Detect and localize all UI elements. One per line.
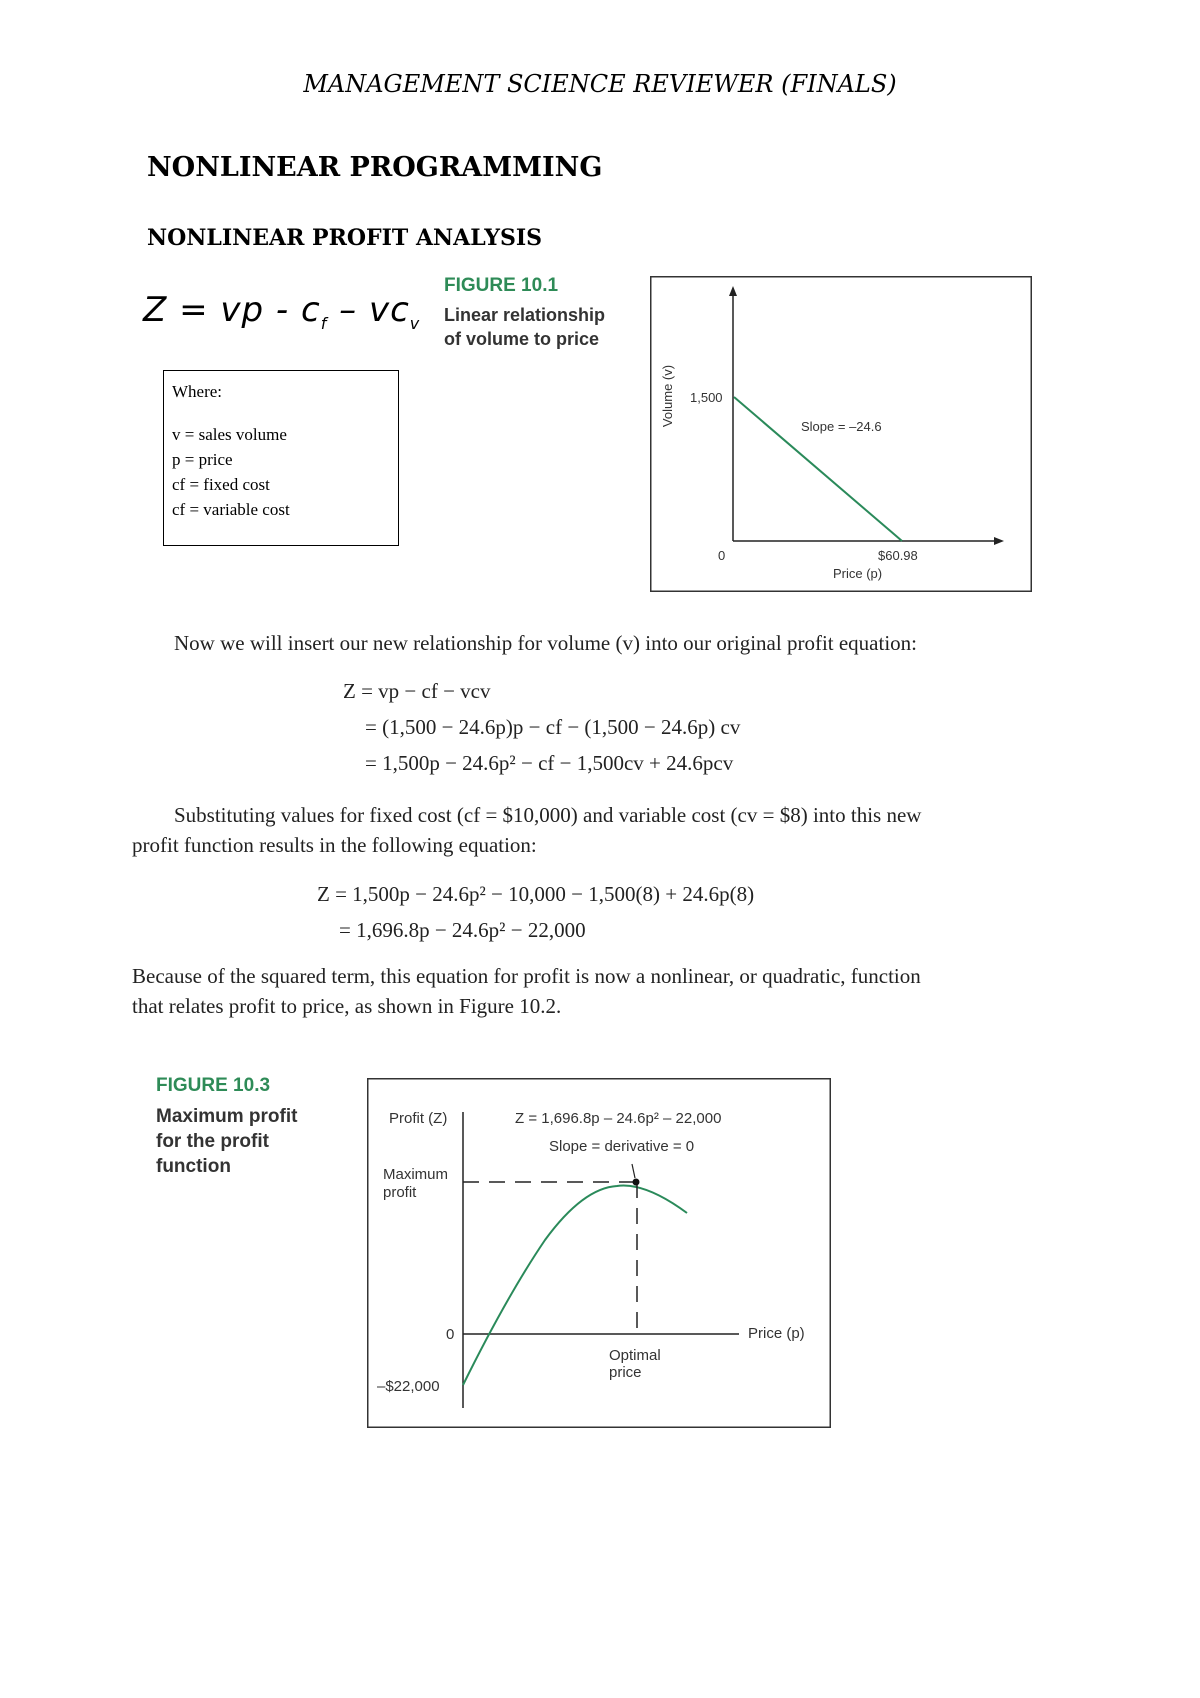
figure-3-slope-note: Slope = derivative = 0 — [549, 1138, 695, 1155]
figure-3-chart — [367, 1078, 831, 1428]
equation-line: Z = 1,500p − 24.6p² − 10,000 − 1,500(8) + 24.6p(8) — [317, 882, 755, 906]
paragraph-2-line-2: profit function results in the following equation: — [132, 833, 537, 857]
figure-1-x-arrow — [994, 537, 1004, 545]
figure-1-y-arrow — [729, 286, 737, 296]
formula-part-1: Z = vp - c — [143, 290, 321, 330]
figure-1-slope-label: Slope = –24.6 — [801, 419, 882, 434]
figure-1-chart — [650, 276, 1032, 592]
paragraph-1: Now we will insert our new relationship for volume (v) into our original profit equation: — [174, 631, 918, 655]
figure-3-caption-line-1: Maximum profit — [156, 1106, 298, 1127]
where-item: v = sales volume — [172, 425, 287, 444]
figure-3-zero: 0 — [446, 1326, 455, 1343]
figure-3-equation: Z = 1,696.8p – 24.6p² – 22,000 — [515, 1110, 722, 1127]
where-item: cf = variable cost — [172, 500, 290, 519]
equation-line: Z = vp − cf − vcv — [343, 679, 491, 703]
equation-line: = 1,500p − 24.6p² − cf − 1,500cv + 24.6pcv — [365, 751, 734, 775]
figure-3-x-axis-label: Price (p) — [748, 1325, 805, 1342]
paragraph-3-line-2: that relates profit to price, as shown in Figure 10.2. — [132, 994, 562, 1018]
paragraph-2-line-1: Substituting values for fixed cost (cf = $10,000) and variable cost (cv = $8) into this new — [174, 803, 922, 827]
figure-3-caption-line-3: function — [156, 1156, 231, 1177]
section-subtitle: NONLINEAR PROFIT ANALYSIS — [147, 225, 543, 251]
equation-line: = 1,696.8p − 24.6p² − 22,000 — [339, 918, 586, 942]
figure-1-caption — [444, 303, 605, 351]
profit-formula — [143, 290, 420, 333]
figure-1-x-axis-label: Price (p) — [833, 566, 883, 581]
formula-sub-v: v — [409, 313, 421, 333]
figure-3-max-label-1: Maximum — [383, 1166, 449, 1183]
formula-part-2: – vc — [327, 290, 410, 330]
figure-1-y-axis-label: Volume (v) — [660, 364, 675, 428]
figure-1-x-tick: $60.98 — [878, 548, 918, 563]
figure-3-frame — [368, 1079, 831, 1428]
figure-3-neg-intercept: –$22,000 — [377, 1378, 440, 1395]
equation-block-2 — [317, 876, 754, 948]
figure-3-max-label-2: profit — [383, 1184, 417, 1201]
figure-1-caption-line-2: of volume to price — [444, 329, 600, 349]
where-box — [163, 370, 399, 546]
section-title: NONLINEAR PROGRAMMING — [147, 152, 603, 183]
figure-3-optimal-1: Optimal — [609, 1347, 661, 1364]
figure-3-max-point — [633, 1179, 640, 1186]
where-heading: Where: — [172, 382, 223, 401]
where-item: p = price — [172, 450, 233, 469]
figure-1-label: FIGURE 10.1 — [444, 275, 559, 296]
figure-1-origin: 0 — [718, 548, 726, 563]
paragraph-3-line-1: Because of the squared term, this equation for profit is now a nonlinear, or quadratic, function — [132, 964, 921, 988]
figure-1-caption-line-1: Linear relationship — [444, 305, 606, 325]
equation-block-1 — [343, 673, 740, 781]
figure-3-caption — [156, 1104, 297, 1179]
figure-1-frame — [651, 277, 1032, 592]
figure-3-optimal-2: price — [609, 1364, 642, 1381]
figure-1-y-tick: 1,500 — [690, 390, 723, 405]
figure-3-pointer — [632, 1164, 635, 1178]
figure-3-caption-line-2: for the profit — [156, 1131, 269, 1152]
where-item: cf = fixed cost — [172, 475, 270, 494]
figure-3-y-axis-label: Profit (Z) — [389, 1110, 448, 1127]
figure-3-label: FIGURE 10.3 — [156, 1075, 271, 1096]
page-header: MANAGEMENT SCIENCE REVIEWER (FINALS) — [303, 70, 897, 98]
formula-sub-f: f — [320, 313, 328, 333]
equation-line: = (1,500 − 24.6p)p − cf − (1,500 − 24.6p) cv — [365, 715, 741, 739]
